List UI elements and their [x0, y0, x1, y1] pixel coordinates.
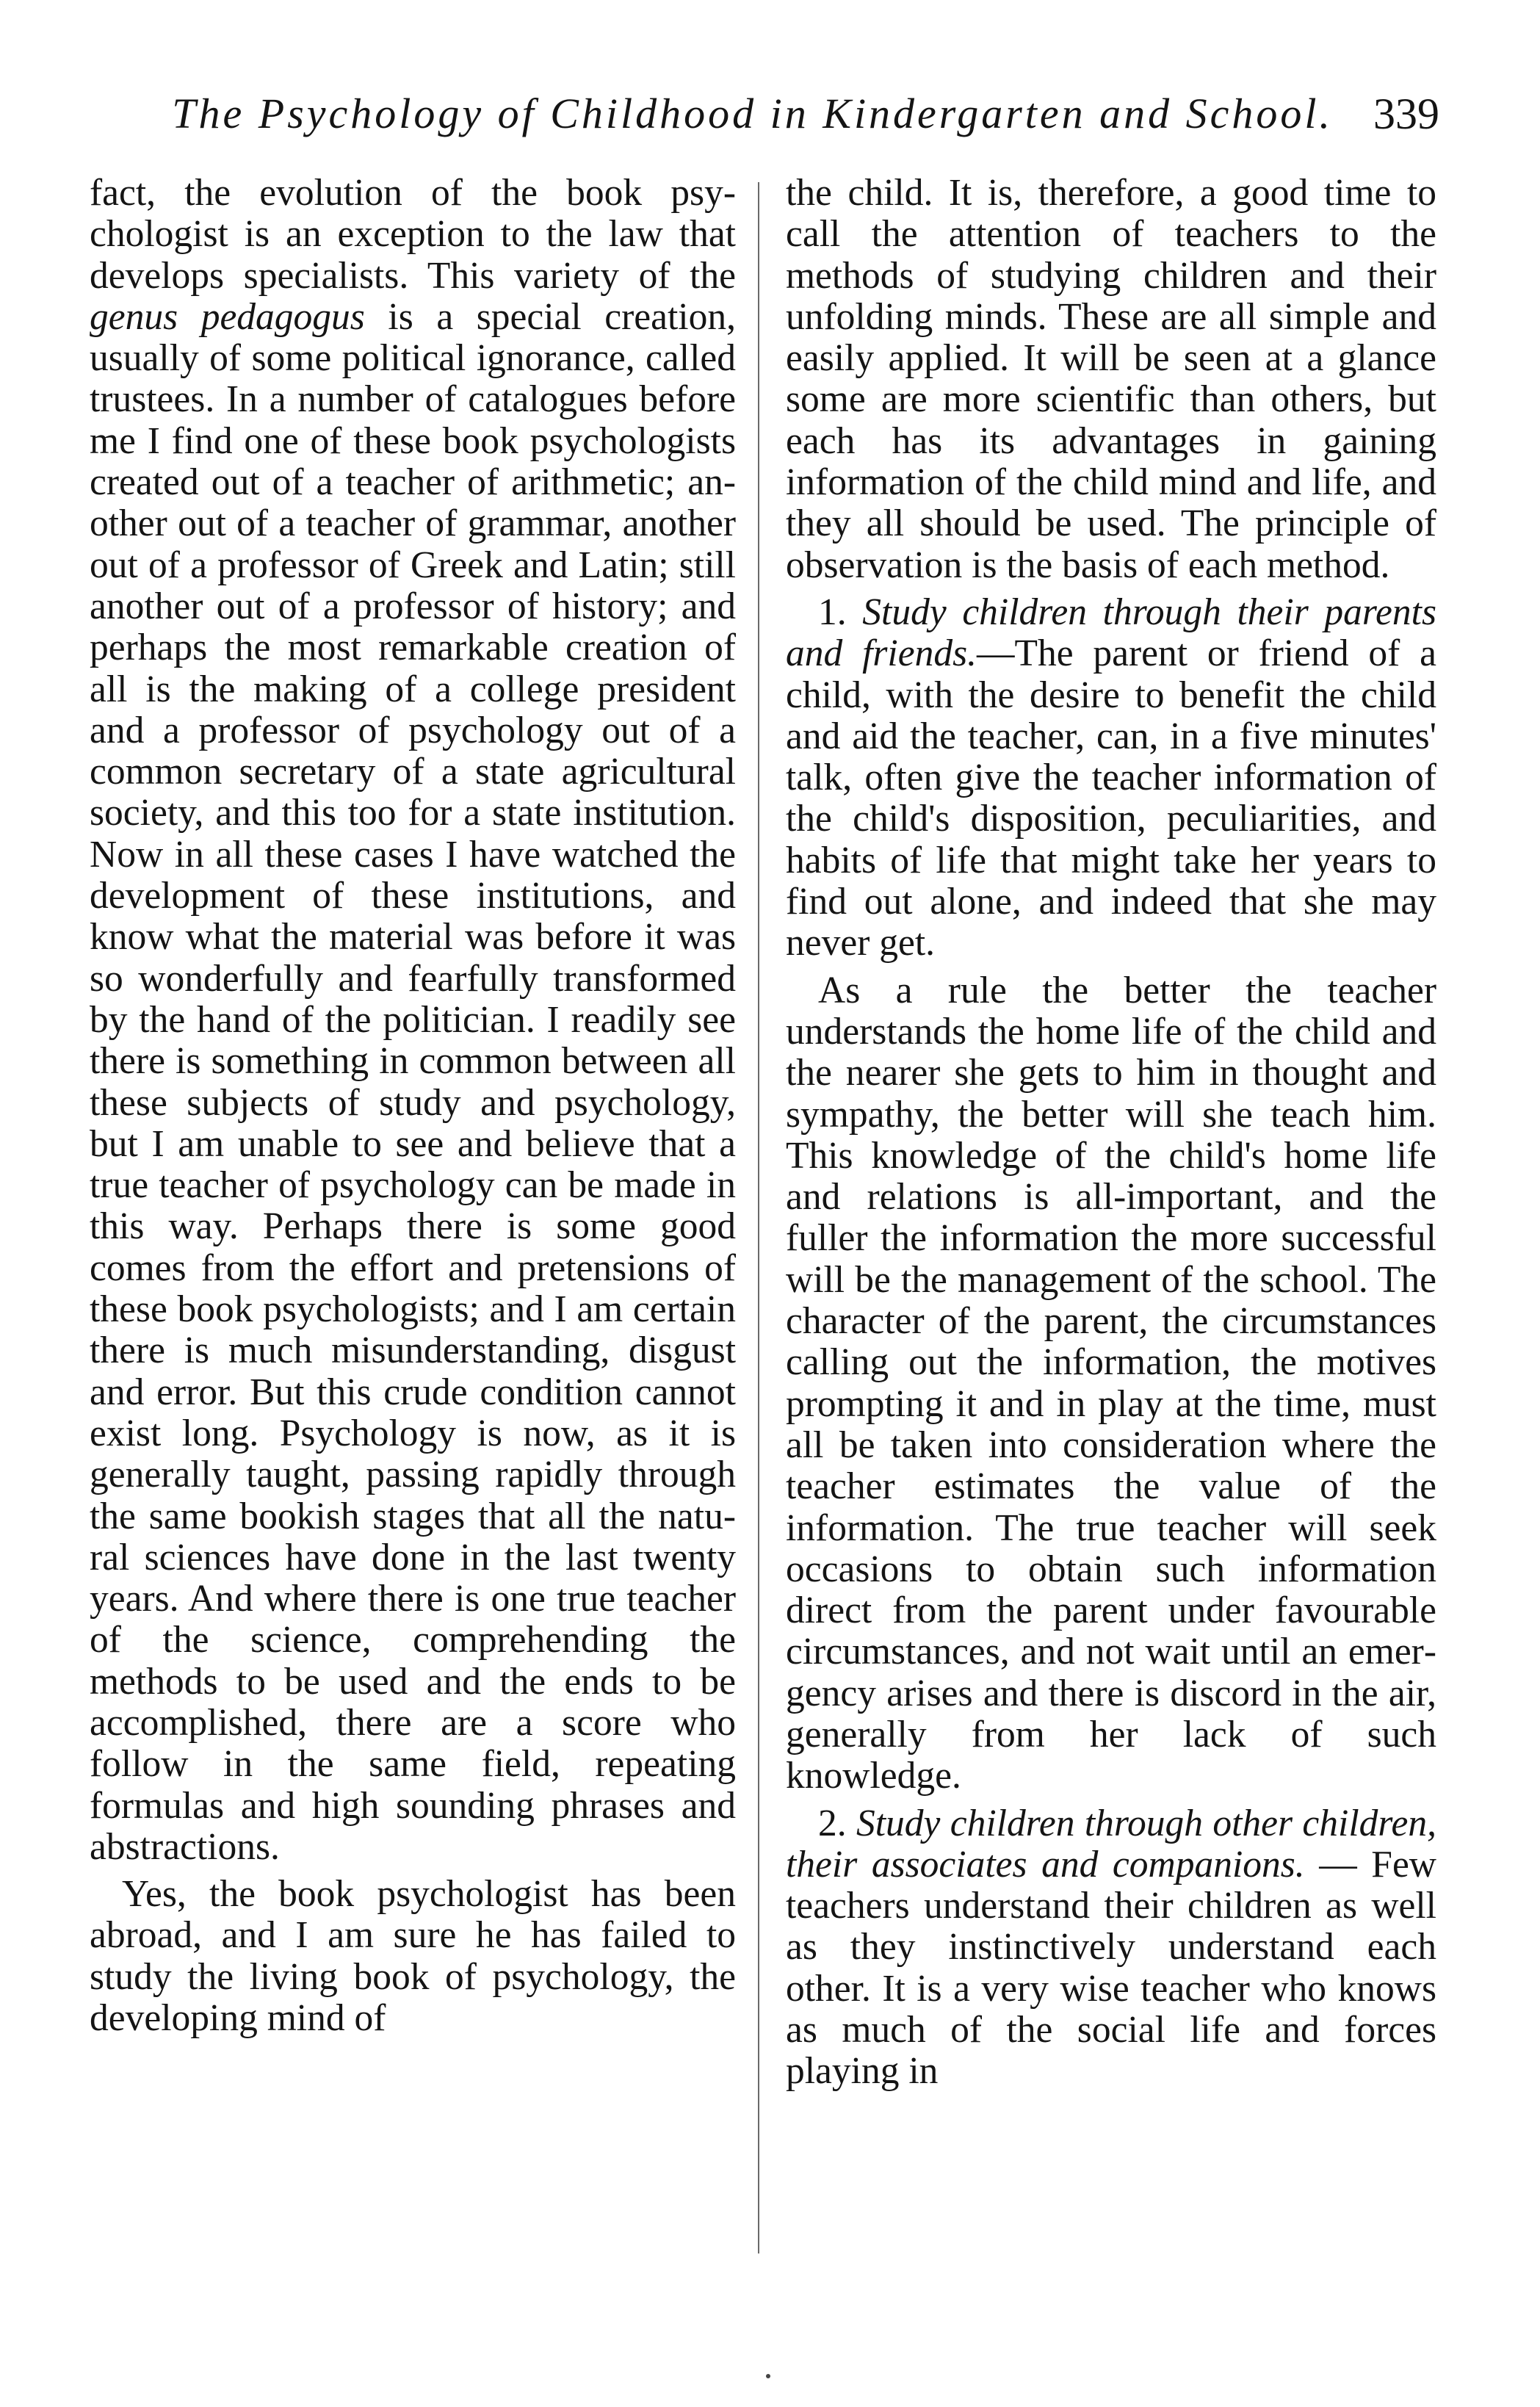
right-column — [786, 173, 1436, 2093]
paragraph-text: fact, the evolution of the book psychologist is an exception to the law that develops specialists. This variety of the — [90, 172, 736, 297]
paragraph — [90, 173, 736, 1868]
paragraph: As a rule the better the teacher understands the home life of the child and the nearer she gets to him in thought and sympathy, the better will she teach him. This knowledge of the child's home life and relations is all-important, and the fuller the information the more successful will be the management of the school. The character of the parent, the circumstances calling out the information, the motives prompting it and in play at the time, must all be taken into consideration where the teacher estimates the value of the information. The true teacher will seek occasions to obtain such information direct from the parent under favourable circumstances, and not wait until an emergency arises and there is discord in the air, generally from her lack of such knowledge. — [786, 969, 1436, 1797]
left-column — [90, 173, 736, 2039]
paragraph: the child. It is, therefore, a good time to call the attention of teachers to the methods of studying children and their unfolding minds. These are all simple and easily applied. It will be seen at a glance some are more scientific than others, but each has its advantages in gaining information of the child mind and life, and they all should be used. The principle of observation is the basis of each method. — [786, 172, 1436, 586]
paragraph — [786, 1803, 1436, 2093]
column-divider — [758, 182, 759, 2253]
list-number: 1. — [818, 591, 847, 633]
section-heading: Study children through their parents and friends. — [786, 591, 1436, 675]
list-number: 2. — [818, 1802, 847, 1844]
paragraph-text: — Few teachers understand their children as well as they instinctively understand each other. It is a very wise teacher who knows as much of the social life and forces playing in — [786, 1843, 1437, 2093]
paragraph — [786, 592, 1436, 964]
running-title: The Psychology of Childhood in Kindergarten and School. — [172, 90, 1333, 137]
page-number: 339 — [1373, 90, 1439, 138]
italic-phrase: genus pedagogus — [90, 295, 365, 338]
paragraph-text: —The parent or friend of a child, with the desire to benefit the child and aid the teacher, can, in a five minutes' talk, often give the teacher information of the child's disposition, peculiarities, and habits of life that might take her years to find out alone, and indeed that she may never get. — [786, 632, 1436, 964]
paragraph-text: is a special creation, usually of some political ignorance, called trustees. In a number of catalogues before me I find one of these book psychologists created out of a teacher of arithmetic; another out of a teacher of grammar, another out of a professor of Greek and Latin; still another out of a professor of history; and perhaps the most remarkable creation of all is the making of a college president and a professor of psychology out of a common secretary of a state agricultural society, and this too for a state institution. Now in all these cases I have watched the development of these institutions, and know what the material was before it was so wonderfully and fearfully transformed by the hand of the politician. I readily see there is something in common between all these subjects of study and psychology, but I am unable to see and believe that a true teacher of psychology can be made in this way. Perhaps there is some good comes from the effort and pretensions of these book psychologists; and I am certain there is much misunderstanding, disgust and error. But this crude condition cannot exist long. Psychology is now, as it is generally taught, passing rapidly through the same bookish stages that all the natural sciences have done in the last twenty years. And where there is one true teacher of the science, comprehending the methods to be used and the ends to be accomplished, there are a score who follow in the same field, repeating formulas and high sounding phrases and abstractions. — [90, 295, 736, 1868]
section-heading: Study children through other children, their associates and companions. — [786, 1802, 1437, 1885]
running-head — [95, 81, 1439, 147]
footer-mark — [766, 2374, 770, 2378]
paragraph: Yes, the book psychologist has been abroad, and I am sure he has failed to study the living book of psychology, the developing mind of — [90, 1873, 736, 2040]
